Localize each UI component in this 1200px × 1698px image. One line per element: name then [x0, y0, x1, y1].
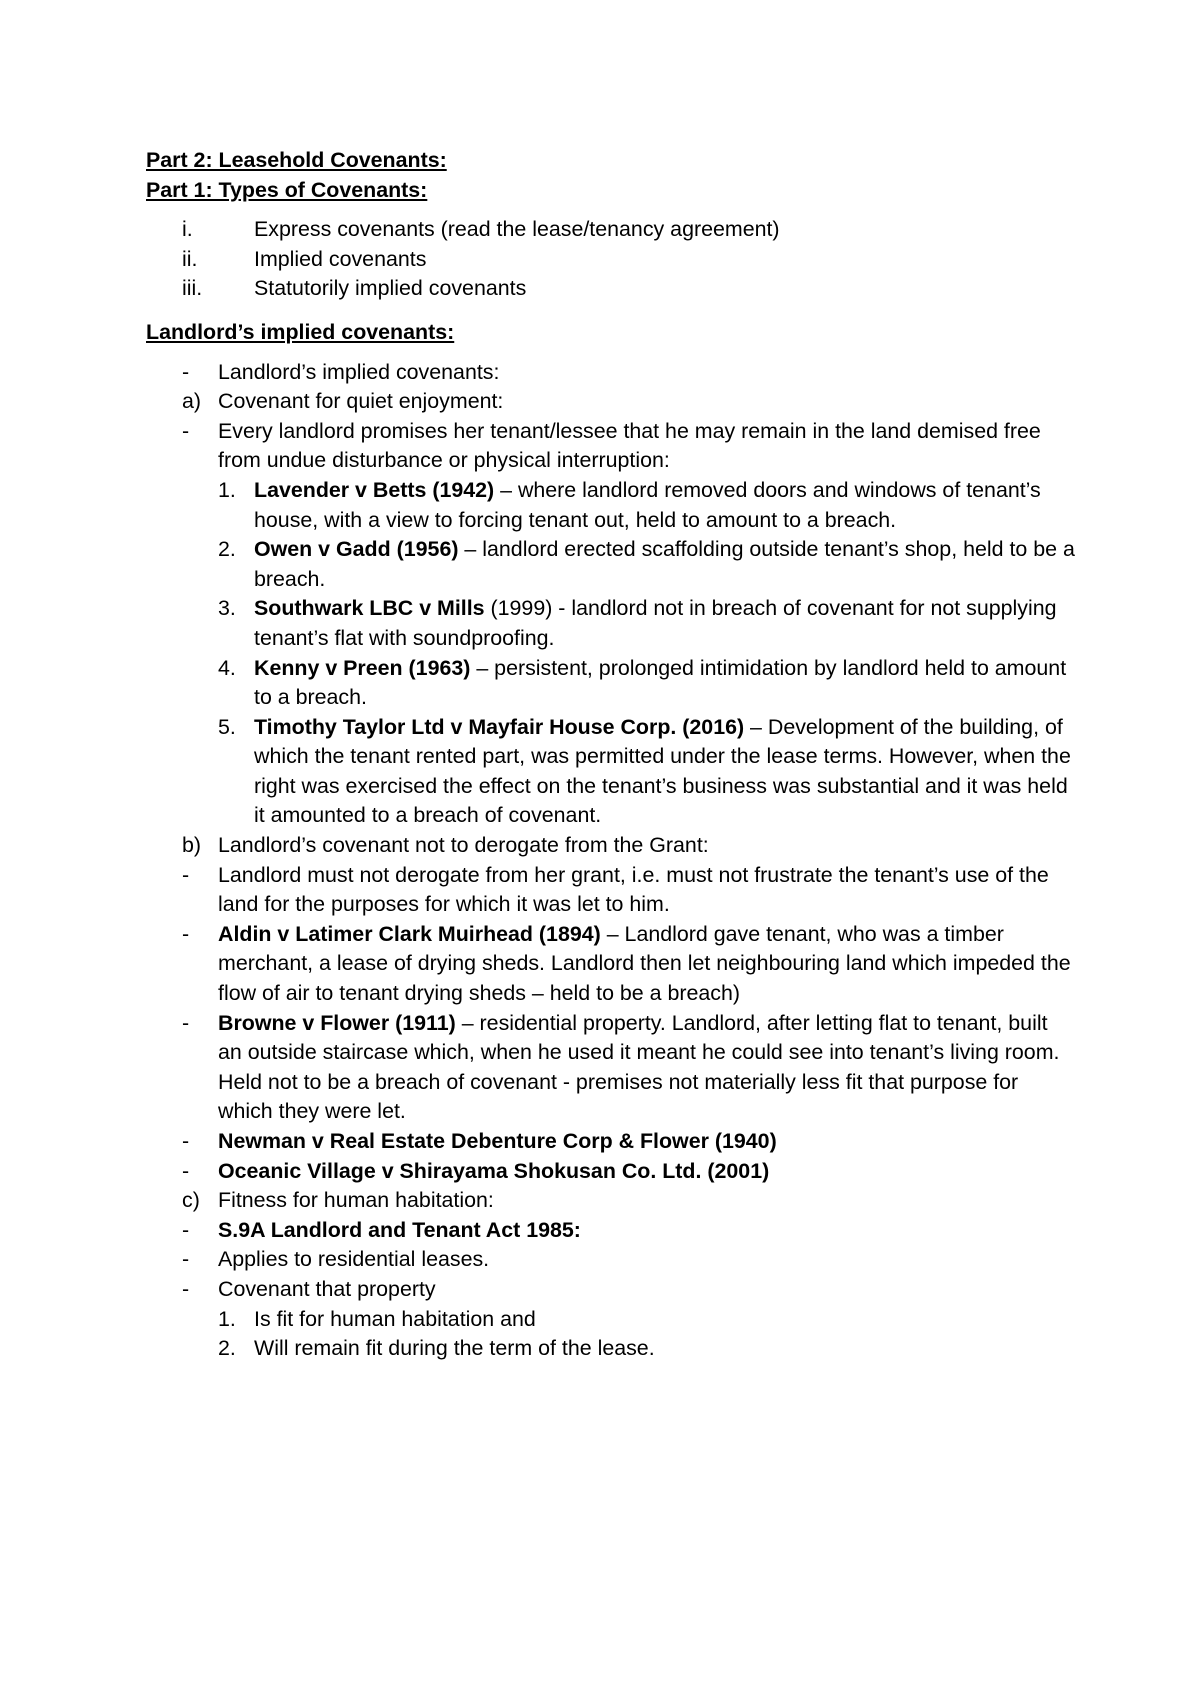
- document-page: [146, 146, 1076, 1364]
- list-text: Every landlord promises her tenant/lessee that he may remain in the land demised free from undue disturbance or physical interruption:: [218, 418, 1041, 473]
- list-item-dash: [146, 1157, 1076, 1187]
- list-text: Will remain fit during the term of the lease.: [254, 1336, 655, 1361]
- list-item-dash: [146, 1216, 1076, 1246]
- fitness-item: [146, 1305, 1076, 1335]
- fitness-item: [146, 1334, 1076, 1364]
- letter-marker: b): [182, 833, 202, 858]
- number-marker: 5.: [218, 714, 236, 739]
- list-text: Statutorily implied covenants: [254, 276, 527, 301]
- list-item-dash: [146, 1009, 1076, 1127]
- list-text: Implied covenants: [254, 246, 427, 271]
- list-text: Landlord must not derogate from her grant, i.e. must not frustrate the tenant’s use of the land for the purposes for which it was let to him.: [218, 862, 1049, 917]
- case-name: Southwark LBC v Mills: [254, 596, 485, 621]
- case-name: Aldin v Latimer Clark Muirhead (1894): [218, 921, 601, 946]
- list-item-dash: [146, 1275, 1076, 1305]
- list-text: Express covenants (read the lease/tenancy agreement): [254, 217, 780, 242]
- case-text: – landlord erected scaffolding outside tenant’s shop, held to be a breach.: [254, 537, 1075, 591]
- list-item-type: [146, 274, 1076, 304]
- heading-leasehold-covenants: Part 2: Leasehold Covenants:: [146, 148, 447, 172]
- dash-marker: -: [182, 1158, 190, 1183]
- heading-landlord-implied-covenants: Landlord’s implied covenants:: [146, 319, 455, 344]
- dash-marker: -: [182, 418, 190, 443]
- case-text: – where landlord removed doors and windows of tenant’s house, with a view to forcing tenant out, held to amount to a breach.: [254, 477, 1041, 532]
- list-item-dash: [146, 358, 1076, 388]
- list-item-letter: [146, 387, 1076, 417]
- list-item-dash: [146, 1127, 1076, 1157]
- list-item-dash: [146, 1245, 1076, 1275]
- number-marker: 4.: [218, 655, 236, 680]
- case-text: – Landlord gave tenant, who was a timber merchant, a lease of drying sheds. Landlord then let neighbouring land which impeded the flow of air to tenant drying sheds – held to be a breach): [218, 921, 1071, 1006]
- dash-marker: -: [182, 1276, 190, 1301]
- number-marker: 2.: [218, 1336, 236, 1361]
- case-item: [146, 535, 1076, 594]
- dash-marker: -: [182, 1010, 190, 1035]
- case-text: – Development of the building, of which the tenant rented part, was permitted under the lease terms. However, when the right was exercised the effect on the tenant’s business was substantial and it was held it amounted to a breach of covenant.: [254, 714, 1071, 828]
- letter-marker: c): [182, 1188, 200, 1213]
- case-name: Timothy Taylor Ltd v Mayfair House Corp. (2016): [254, 714, 745, 739]
- number-marker: 1.: [218, 477, 236, 502]
- dash-marker: -: [182, 862, 190, 887]
- case-text: – residential property. Landlord, after letting flat to tenant, built an outside staircase which, when he used it meant he could see into tenant’s living room. Held not to be a breach of covenant - premises not materially less fit that purpose for which they were let.: [218, 1010, 1060, 1124]
- case-name: Oceanic Village v Shirayama Shokusan Co. Ltd. (2001): [218, 1158, 770, 1183]
- list-text: Covenant that property: [218, 1276, 436, 1301]
- number-marker: 2.: [218, 537, 236, 562]
- list-item-letter: [146, 1186, 1076, 1216]
- case-item: [146, 713, 1076, 831]
- letter-marker: a): [182, 389, 202, 414]
- case-text: – persistent, prolonged intimidation by landlord held to amount to a breach.: [254, 655, 1067, 710]
- dash-marker: -: [182, 1217, 190, 1242]
- list-text: Applies to residential leases.: [218, 1247, 490, 1272]
- number-marker: 3.: [218, 596, 236, 621]
- statute-name: S.9A Landlord and Tenant Act 1985:: [218, 1217, 581, 1242]
- list-text: Landlord’s implied covenants:: [218, 359, 500, 384]
- dash-marker: -: [182, 359, 190, 384]
- dash-marker: -: [182, 1129, 190, 1153]
- list-marker: iii.: [182, 276, 203, 301]
- dash-marker: -: [182, 921, 190, 946]
- case-name: Newman v Real Estate Debenture Corp & Flower (1940): [218, 1129, 777, 1153]
- list-item-dash: [146, 861, 1076, 920]
- list-text: Covenant for quiet enjoyment:: [218, 389, 504, 414]
- case-name: Kenny v Preen (1963): [254, 655, 471, 680]
- case-name: Lavender v Betts (1942): [254, 477, 495, 502]
- list-item-dash: [146, 417, 1076, 476]
- case-text: (1999) - landlord not in breach of covenant for not supplying tenant’s flat with soundproofing.: [254, 596, 1057, 650]
- list-marker: i.: [182, 217, 193, 242]
- list-item-letter: [146, 831, 1076, 861]
- case-item: [146, 476, 1076, 535]
- list-text: Landlord’s covenant not to derogate from the Grant:: [218, 833, 709, 858]
- dash-marker: -: [182, 1247, 190, 1272]
- list-item-dash: [146, 920, 1076, 1009]
- list-item-type: [146, 215, 1076, 245]
- list-item-type: [146, 245, 1076, 275]
- heading-types-of-covenants: Part 1: Types of Covenants:: [146, 177, 428, 202]
- case-item: [146, 594, 1076, 653]
- case-item: [146, 654, 1076, 713]
- case-name: Browne v Flower (1911): [218, 1010, 456, 1035]
- number-marker: 1.: [218, 1306, 236, 1331]
- case-name: Owen v Gadd (1956): [254, 537, 459, 562]
- list-marker: ii.: [182, 246, 198, 271]
- list-text: Is fit for human habitation and: [254, 1306, 536, 1331]
- list-text: Fitness for human habitation:: [218, 1188, 494, 1213]
